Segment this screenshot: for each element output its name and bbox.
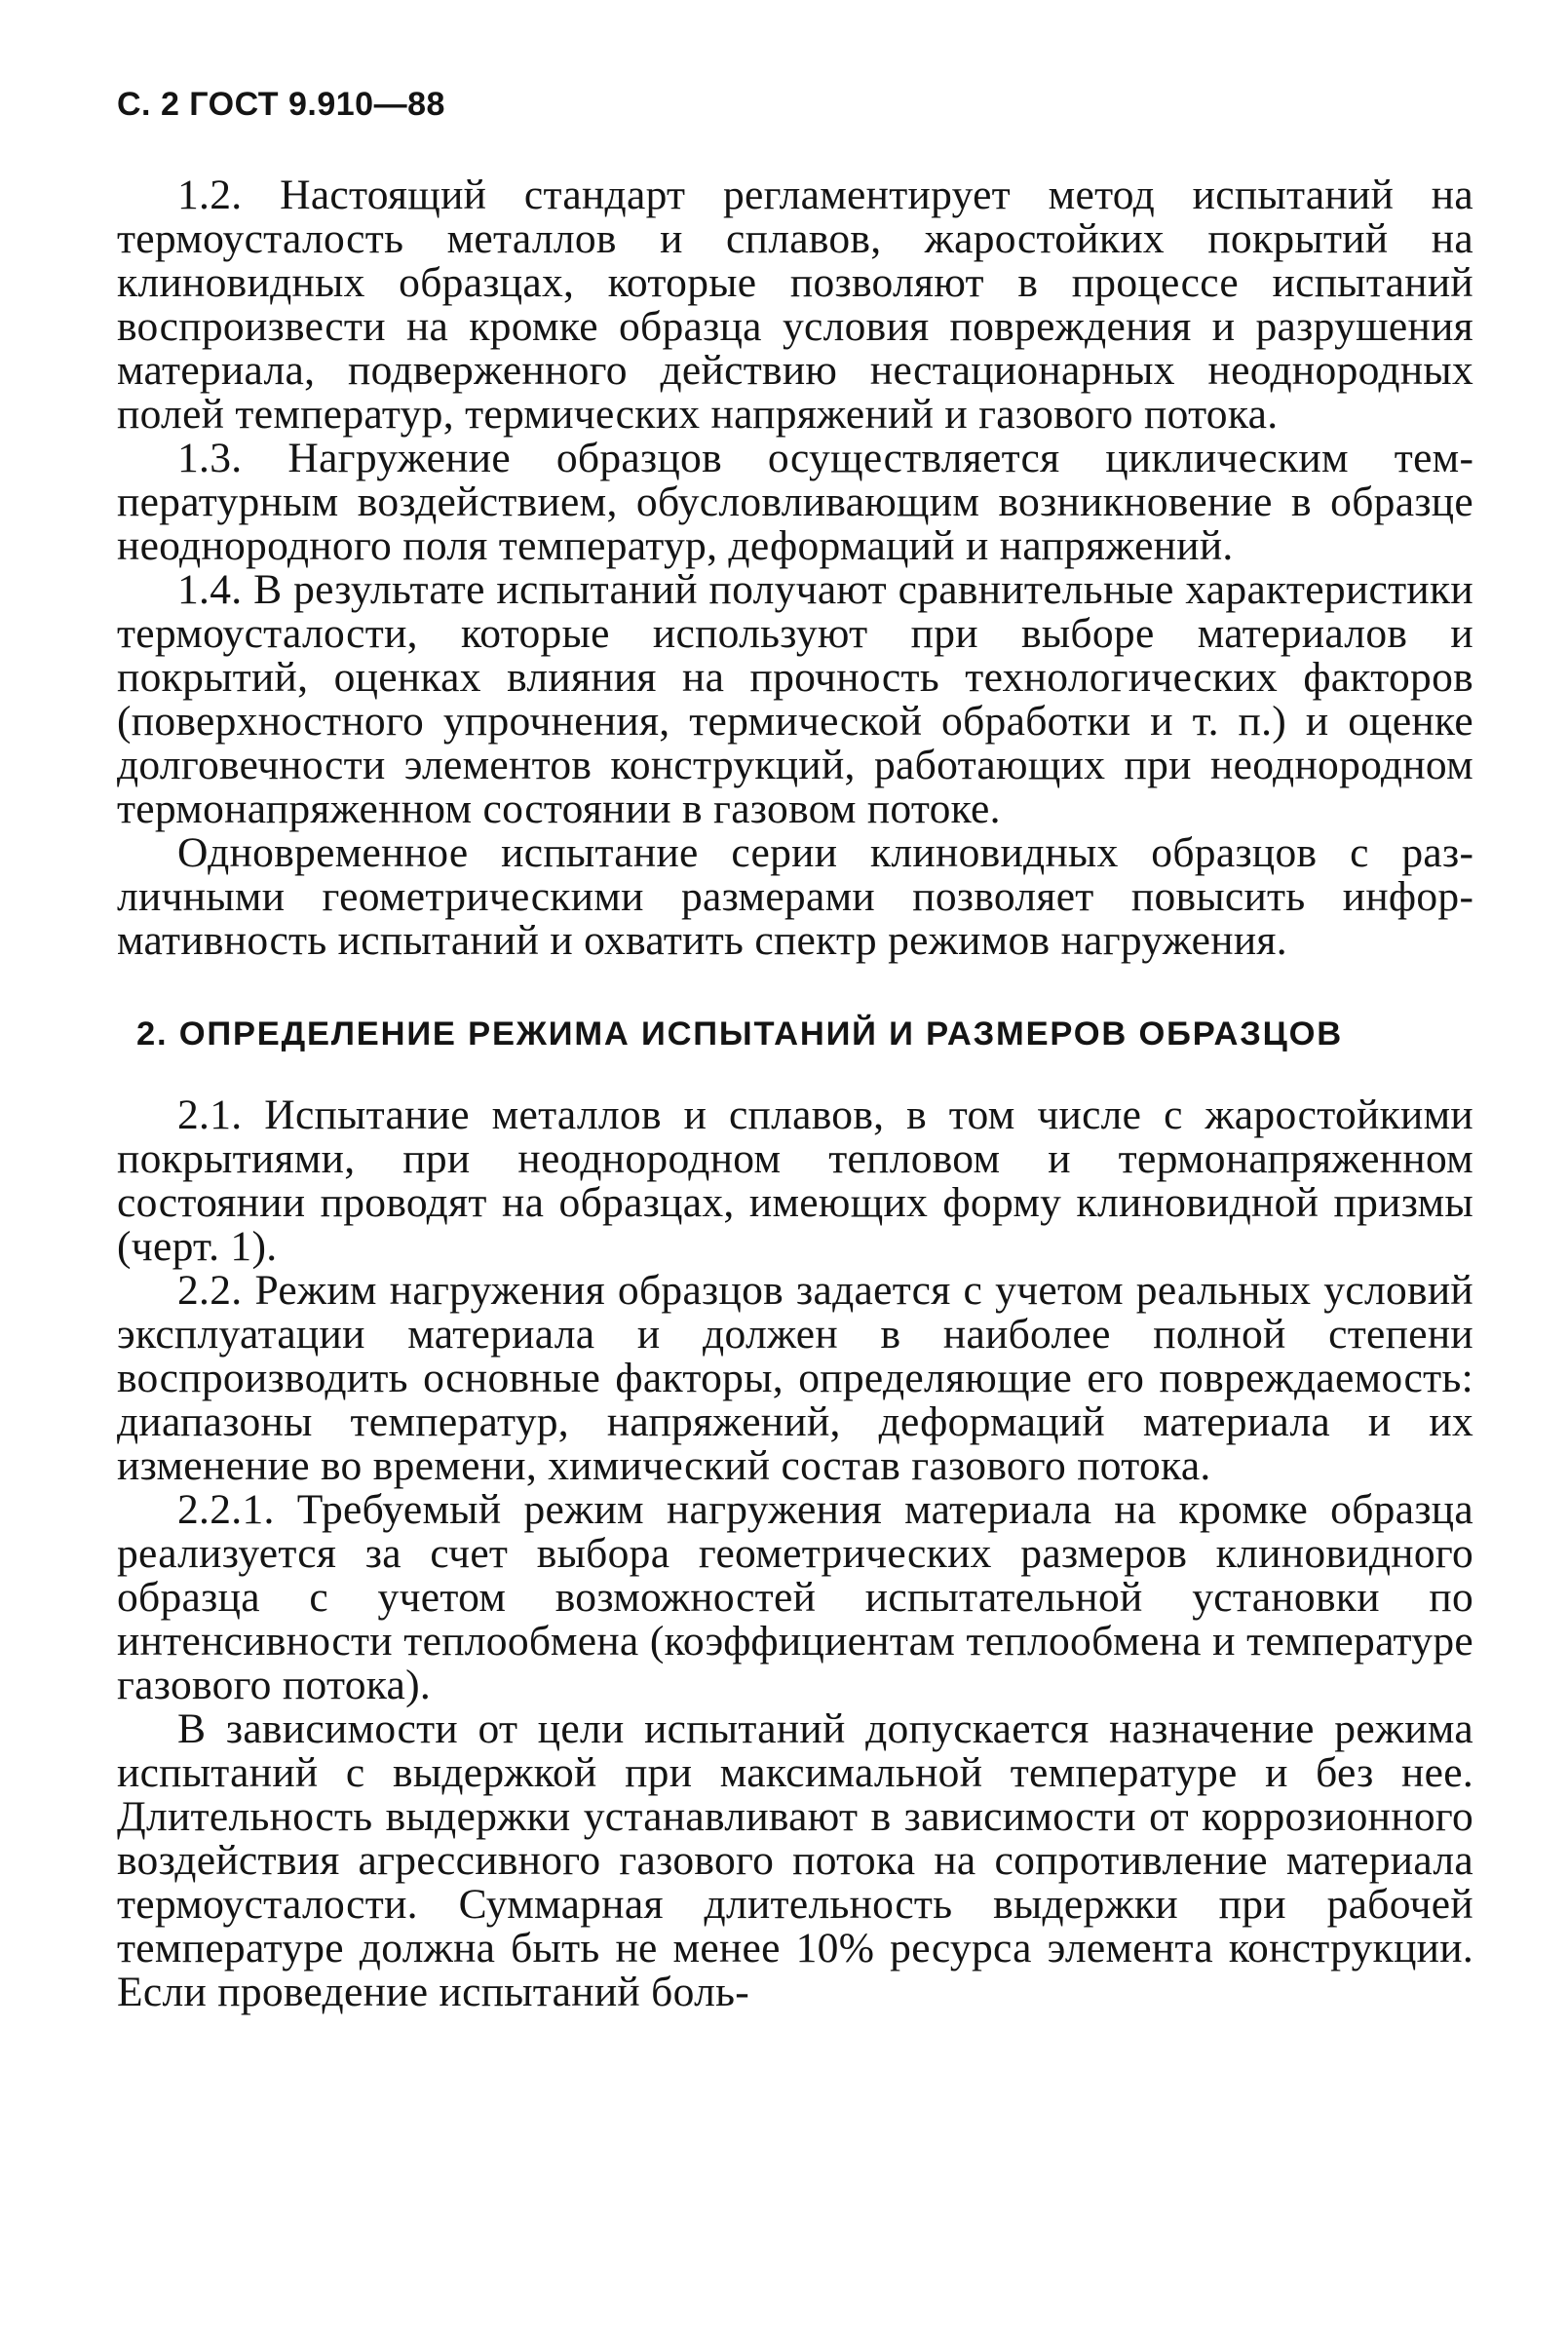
- paragraph-1-4: 1.4. В результате испытаний получают сравнительные характеристики термоусталости, которые используют при выборе материалов и покрытий, оценках влияния на прочность технологических факторов (поверхностного упрочнения, термической обработки и т. п.) и оценке долговечности элементов конструкций, работающих при неоднородном термонапряженном состоянии в газовом потоке.: [117, 566, 1473, 832]
- paragraph-2-1: 2.1. Испытание металлов и сплавов, в том числе с жаростойкими покрытиями, при неоднородном тепловом и термонапряженном состоянии проводят на образцах, имеющих форму клиновидной призмы (черт. 1).: [117, 1091, 1473, 1270]
- paragraph-1-2: 1.2. Настоящий стандарт регламентирует метод испытаний на термоусталость металлов и сплавов, жаростойких покрытий на клиновидных образцах, которые позволяют в процессе испытаний воспроизвести на кромке образца условия повреждения и разрушения материала, подверженного действию нестационарных неоднородных полей температур, термических напряжений и газового потока.: [117, 172, 1473, 438]
- paragraph-2-2: 2.2. Режим нагружения образцов задается с учетом реальных условий эксплуатации материала и должен в наиболее полной степени воспроизводить основные факторы, определяющие его повреждаемость: диапазоны температур, напряжений, деформаций материала и их изменение во времени, химический состав газового потока.: [117, 1267, 1473, 1489]
- paragraph-1-4-continued: Одновременное испытание серии клиновидных образцов с различными геометрическими размерами позволяет повысить информативность испытаний и охватить спектр режимов нагружения.: [117, 829, 1473, 964]
- paragraph-1-3: 1.3. Нагружение образцов осуществляется циклическим температурным воздействием, обусловливающим возникновение в образце неоднородного поля температур, деформаций и напряжений.: [117, 435, 1473, 569]
- section-2-heading: 2. ОПРЕДЕЛЕНИЕ РЕЖИМА ИСПЫТАНИЙ И РАЗМЕРОВ ОБРАЗЦОВ: [136, 1015, 1343, 1053]
- paragraph-2-2-1: 2.2.1. Требуемый режим нагружения материала на кромке образца реализуется за счет выбора геометрических размеров клиновидного образца с учетом возможностей испытательной установки по интенсивности теплообмена (коэффициентам теплообмена и температуре газового потока).: [117, 1486, 1473, 1708]
- paragraph-2-2-1-continued: В зависимости от цели испытаний допускается назначение режима испытаний с выдержкой при максимальной температуре и без нее. Длительность выдержки устанавливают в зависимости от коррозионного воздействия агрессивного газового потока на сопротивление материала термоусталости. Суммарная длительность выдержки при рабочей температуре должна быть не менее 10% ресурса элемента конструкции. Если проведение испытаний боль-: [117, 1705, 1473, 2015]
- running-header: С. 2 ГОСТ 9.910—88: [117, 86, 445, 123]
- page-body: [117, 173, 1473, 2014]
